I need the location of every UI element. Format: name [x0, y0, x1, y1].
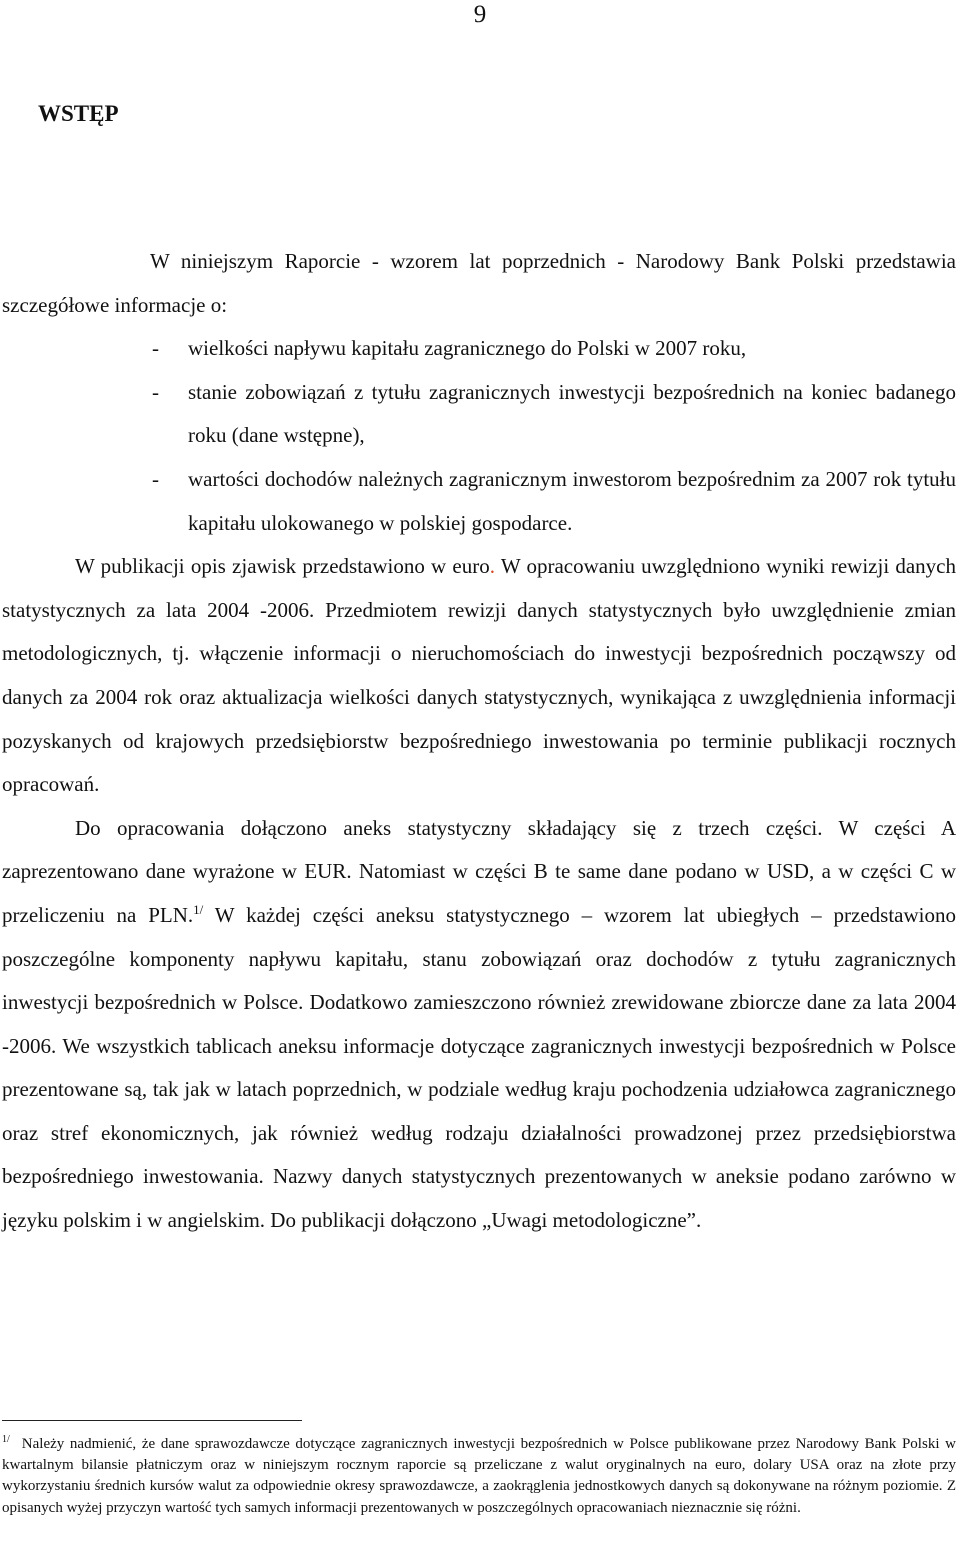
revision-text-start: W publikacji opis zjawisk przedstawiono w euro [75, 554, 490, 579]
list-item [152, 371, 956, 458]
list-item [152, 327, 956, 371]
list-item-text: wartości dochodów należnych zagranicznym inwestorom bezpośrednim za 2007 rok tytułu kapitału ulokowanego w polskiej gospodarce. [188, 466, 956, 535]
section-heading: WSTĘP [38, 101, 119, 126]
list-item-text: wielkości napływu kapitału zagranicznego do Polski w 2007 roku, [188, 336, 747, 361]
dash-marker: - [152, 336, 159, 361]
page-number: 9 [473, 1, 487, 28]
list-item [152, 458, 956, 545]
footnote-divider [2, 1420, 302, 1421]
revision-text-rest: W opracowaniu uwzględniono wyniki rewizji danych statystycznych za lata 2004 -2006. Przedmiotem rewizji danych statystycznych było uwzględnienie zmian metodologicznych, tj. włączenie informacji o nieruchomościach do inwestycji bezpośrednich począwszy od danych za 2004 rok oraz aktualizacja wielkości danych statystycznych, wynikająca z uwzględnienia informacji pozyskanych od krajowych przedsiębiorstw bezpośredniego inwestowania po terminie publikacji rocznych opracowań. [2, 554, 956, 797]
annex-text-start: Do opracowania dołączono aneks statystyczny składający się z trzech części. W części A zaprezentowano dane wyrażone w EUR. Natomiast w części B te same dane podano w USD, a w części C w przeliczeniu na PLN. [2, 815, 956, 927]
intro-paragraph: W niniejszym Raporcie - wzorem lat poprzednich - Narodowy Bank Polski przedstawia szczegółowe informacje o: [2, 249, 956, 317]
dash-marker: - [152, 466, 159, 491]
footnote-marker: 1/ [2, 1434, 10, 1445]
body-text [2, 240, 956, 1243]
dash-marker: - [152, 379, 159, 404]
footnote [2, 1434, 956, 1519]
highlighted-period: . [489, 554, 495, 579]
list-item-text: stanie zobowiązań z tytułu zagranicznych inwestycji bezpośrednich na koniec badanego roku (dane wstępne), [188, 379, 956, 448]
footnote-text: Należy nadmienić, że dane sprawozdawcze dotyczące zagranicznych inwestycji bezpośrednich w Polsce publikowane przez Narodowy Bank Polski w kwartalnym bilansie płatniczym oraz w niniejszym rocznym raporcie są przeliczane z walut oryginalnych na euro, dolary USA oraz na złote przy wykorzystaniu średnich kursów walut za odpowiednie okresy sprawozdawcze, a zaokrąglenia jednostkowych danych są dokonywane na różnym poziomie. Z opisanych wyżej przyczyn wartość tych samych informacji prezentowanych w poszczególnych opracowaniach nieznacznie się różni. [2, 1436, 956, 1516]
footnote-reference: 1/ [193, 901, 204, 917]
annex-paragraph [2, 807, 956, 1243]
bullet-list [2, 327, 956, 545]
revision-paragraph [2, 545, 956, 807]
annex-text-rest: W każdej części aneksu statystycznego – wzorem lat ubiegłych – przedstawiono poszczególne komponenty napływu kapitału, stanu zobowiązań oraz dochodów z tytułu zagranicznych inwestycji bezpośrednich w Polsce. Dodatkowo zamieszczono również zrewidowane zbiorcze dane za lata 2004 -2006. We wszystkich tablicach aneksu informacje dotyczące zagranicznych inwestycji bezpośrednich w Polsce prezentowane są, tak jak w latach poprzednich, w podziale według kraju pochodzenia udziałowca zagranicznego oraz stref ekonomicznych, jak również według rodzaju działalności prowadzonej przez przedsiębiorstwa bezpośredniego inwestowania. Nazwy danych statystycznych prezentowanych w aneksie podano zarówno w języku polskim i w angielskim. Do publikacji dołączono „Uwagi metodologiczne”. [2, 902, 956, 1233]
